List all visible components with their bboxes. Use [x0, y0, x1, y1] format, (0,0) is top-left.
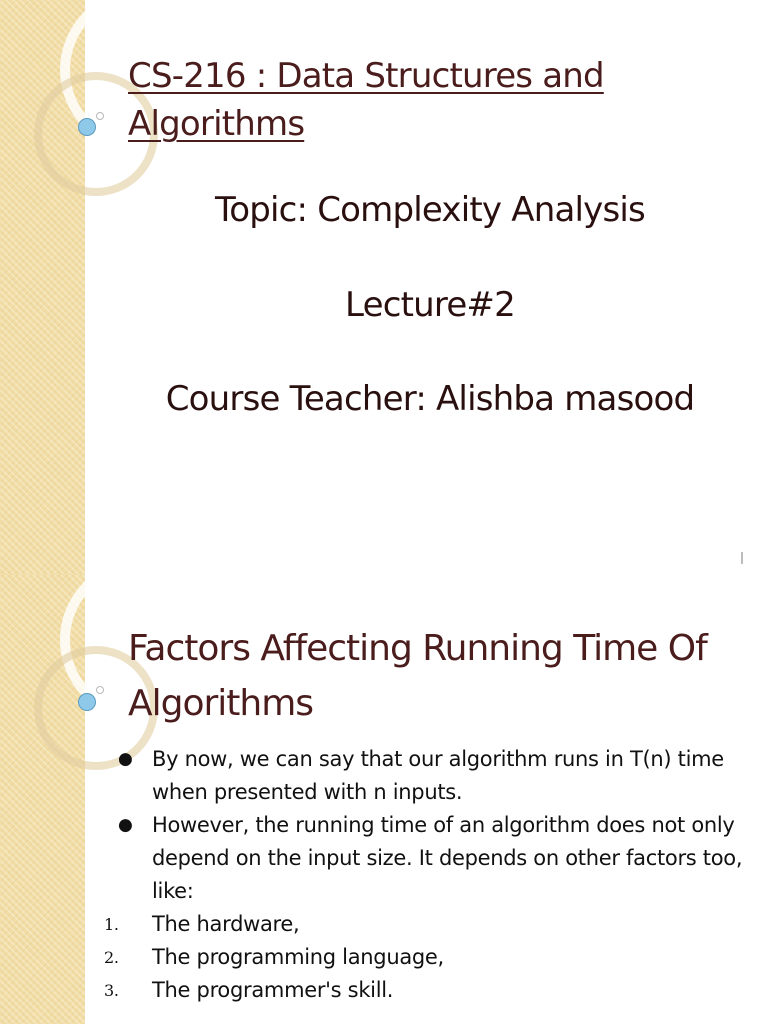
number-marker: 2. — [104, 948, 119, 967]
list-item — [104, 743, 744, 809]
list-item-text: The hardware, — [152, 912, 300, 936]
bullet-marker: ● — [118, 815, 133, 835]
list-item — [104, 908, 744, 941]
slide-2 — [0, 575, 768, 1024]
page-number-mark — [741, 552, 743, 564]
list-item-text: The programming language, — [152, 945, 444, 969]
list-item — [104, 809, 744, 908]
number-marker: 1. — [104, 915, 119, 934]
course-title: CS-216 : Data Structures and Algorithms — [128, 56, 604, 144]
bullet-marker: ● — [118, 749, 133, 769]
decorative-band — [0, 0, 85, 575]
lecture-line: Lecture#2 — [345, 285, 515, 325]
list-item-text: The programmer's skill. — [152, 978, 394, 1002]
list-item — [104, 941, 744, 974]
list-item-text: By now, we can say that our algorithm runs in T(n) time when presented with n inputs. — [152, 747, 724, 804]
slide-heading: Factors Affecting Running Time Of Algorithms — [128, 628, 707, 724]
list-item-text: However, the running time of an algorithm does not only depend on the input size. It depends on other factors too, like: — [152, 813, 743, 903]
topic-line: Topic: Complexity Analysis — [215, 190, 645, 230]
content-list — [104, 743, 744, 1007]
decorative-band — [0, 575, 85, 1024]
number-marker: 3. — [104, 981, 119, 1000]
list-item — [104, 974, 744, 1007]
teacher-line: Course Teacher: Alishba masood — [165, 379, 695, 419]
